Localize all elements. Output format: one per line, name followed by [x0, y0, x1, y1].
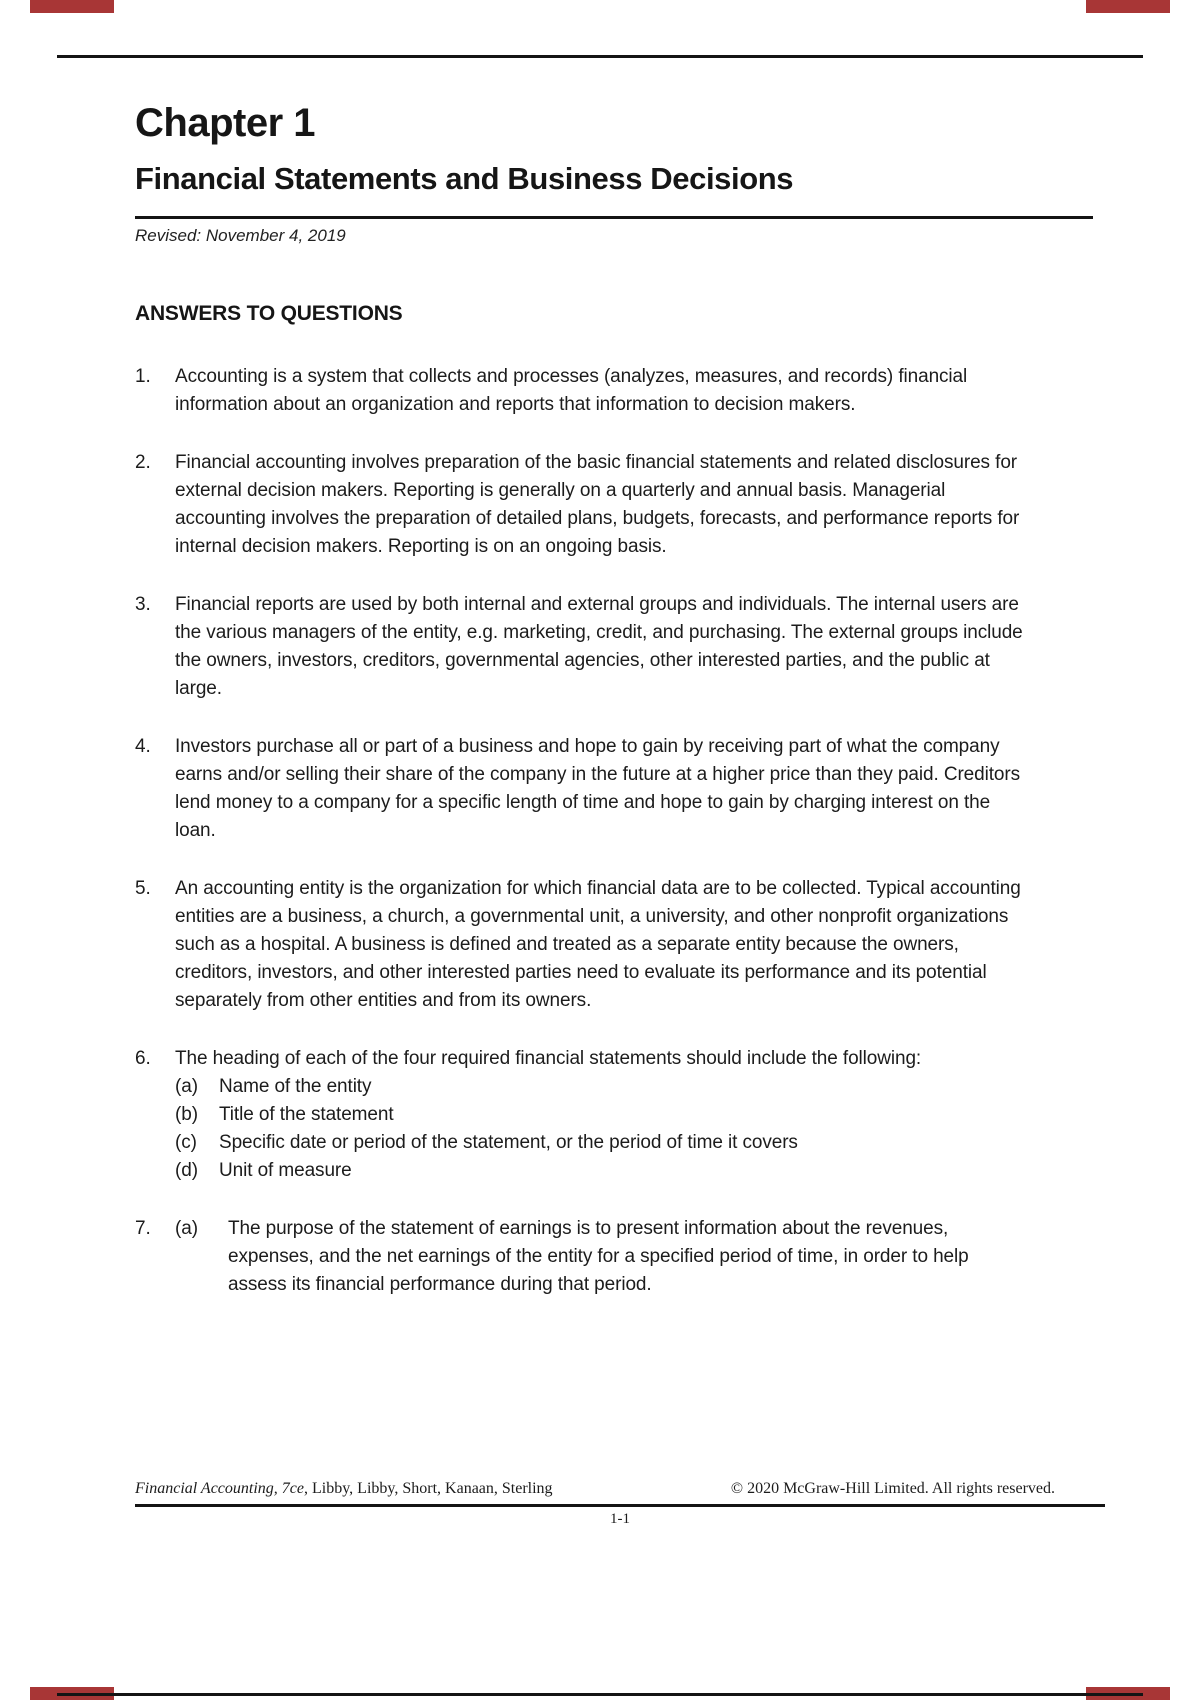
- footer-rule: [135, 1504, 1105, 1507]
- footer-authors: , Libby, Libby, Short, Kanaan, Sterling: [304, 1480, 553, 1497]
- item-text: Financial reports are used by both internal and external groups and individuals. The internal users are the various managers of the entity, e.g. marketing, credit, and purchasing. The external groups include the owners, investors, creditors, governmental agencies, other interested parties, and the public at large.: [175, 594, 1023, 699]
- item-body: [175, 1045, 1035, 1185]
- sub-item-marker: (a): [175, 1218, 198, 1239]
- footer-citation: [135, 1478, 553, 1500]
- sub-item-text: Unit of measure: [219, 1160, 352, 1181]
- list-item: [135, 1045, 1093, 1185]
- item-text: Financial accounting involves preparation of the basic financial statements and related disclosures for external decision makers. Reporting is generally on a quarterly and annual basis. Managerial accounting involves the preparation of detailed plans, budgets, forecasts, and performance reports for internal decision makers. Reporting is on an ongoing basis.: [175, 452, 1020, 557]
- sub-item-text: Name of the entity: [219, 1076, 372, 1097]
- sub-item-marker: (d): [175, 1160, 198, 1181]
- page-content: [135, 100, 1093, 1329]
- answers-list: [135, 363, 1093, 1299]
- item-number: 1.: [135, 366, 151, 387]
- footer-row: [135, 1478, 1105, 1500]
- item-text: Accounting is a system that collects and processes (analyzes, measures, and records) financial information about an organization and reports that information to decision makers.: [175, 366, 968, 415]
- item-number: 7.: [135, 1218, 151, 1239]
- list-item: [135, 363, 1093, 419]
- item-text: Investors purchase all or part of a business and hope to gain by receiving part of what the company earns and/or selling their share of the company in the future at a higher price than they paid. Creditors lend money to a company for a specific length of time and hope to gain by charging interest on the loan.: [175, 736, 1020, 841]
- sub-item-marker: (a): [175, 1076, 198, 1097]
- sub-item: [175, 1129, 1035, 1157]
- page-edge-marker-top-right: [1086, 0, 1170, 13]
- list-item: [135, 449, 1093, 561]
- item-text: An accounting entity is the organization for which financial data are to be collected. Typical accounting entities are a business, a church, a governmental unit, a university, and other nonprofit organizations such as a hospital. A business is defined and treated as a separate entity because the owners, creditors, investors, and other interested parties need to evaluate its performance and its potential separately from other entities and from its owners.: [175, 878, 1021, 1011]
- item-number: 3.: [135, 594, 151, 615]
- sub-item-list: [175, 1073, 1035, 1185]
- footer-book-title: Financial Accounting, 7ce: [135, 1480, 304, 1497]
- item-number: 6.: [135, 1048, 151, 1069]
- item-text: The purpose of the statement of earnings is to present information about the revenues, expenses, and the net earnings of the entity for a specified period of time, in order to help assess its financial performance during that period.: [228, 1218, 969, 1295]
- sub-item-text: Specific date or period of the statement, or the period of time it covers: [219, 1132, 798, 1153]
- item-text: The heading of each of the four required financial statements should include the following:: [175, 1048, 922, 1069]
- subtitle-rule: [135, 216, 1093, 219]
- sub-item-text: Title of the statement: [219, 1104, 394, 1125]
- sub-item: [175, 1157, 1035, 1185]
- list-item: [135, 875, 1093, 1015]
- bottom-border-rule: [57, 1693, 1143, 1696]
- page-number: 1-1: [610, 1511, 630, 1527]
- top-border-rule: [57, 55, 1143, 58]
- chapter-subtitle: Financial Statements and Business Decisions: [135, 161, 794, 196]
- sub-item-marker: (b): [175, 1104, 198, 1125]
- list-item: [135, 733, 1093, 845]
- section-heading: ANSWERS TO QUESTIONS: [135, 302, 403, 325]
- list-item: [135, 1215, 1093, 1299]
- sub-item: [175, 1101, 1035, 1129]
- revised-date: Revised: November 4, 2019: [135, 226, 346, 245]
- item-number: 2.: [135, 452, 151, 473]
- item-number: 5.: [135, 878, 151, 899]
- sub-item-marker: (c): [175, 1132, 197, 1153]
- page-edge-marker-top-left: [30, 0, 114, 13]
- chapter-title: Chapter 1: [135, 101, 315, 145]
- footer-copyright: © 2020 McGraw-Hill Limited. All rights reserved.: [730, 1480, 1055, 1497]
- sub-item: [175, 1073, 1035, 1101]
- item-number: 4.: [135, 736, 151, 757]
- list-item: [135, 591, 1093, 703]
- page-footer: [135, 1478, 1105, 1529]
